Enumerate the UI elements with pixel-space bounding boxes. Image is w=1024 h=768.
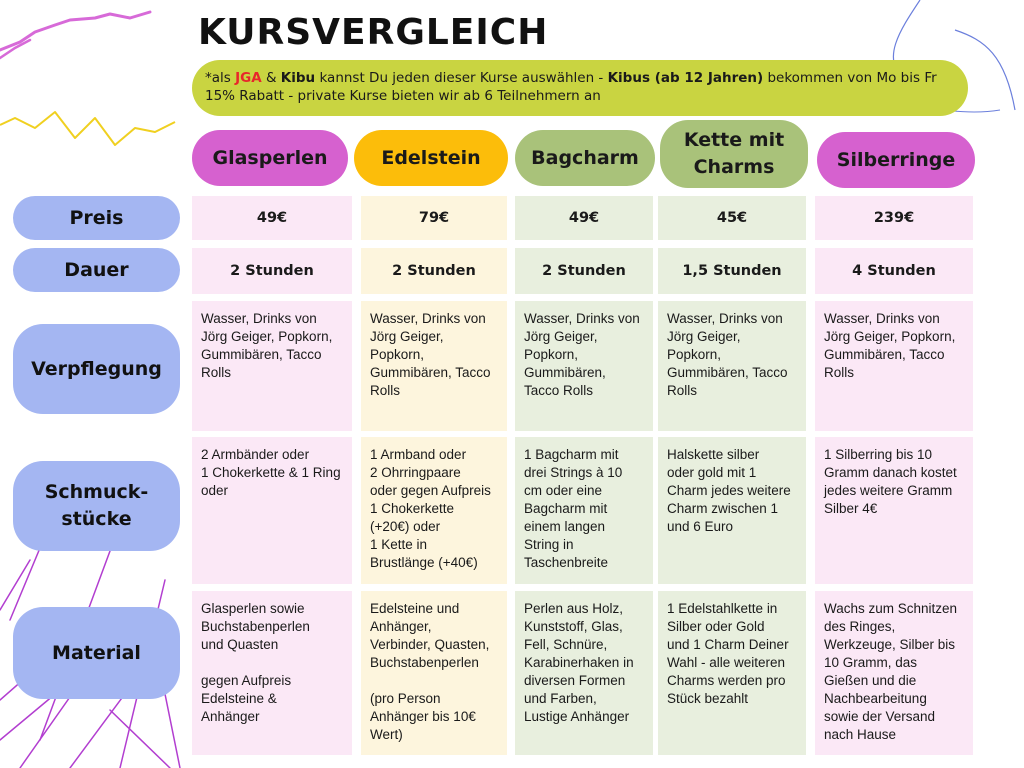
cell-dauer-bagcharm: 2 Stunden bbox=[515, 248, 653, 294]
pink-zigzag bbox=[0, 12, 150, 50]
note-kibu: Kibu bbox=[280, 70, 316, 86]
column-header-glasperlen bbox=[192, 130, 348, 186]
cell-verpflegung-glasperlen: Wasser, Drinks von Jörg Geiger, Popkorn, Gummibären, Tacco Rolls bbox=[192, 301, 352, 431]
cell-material-kette: 1 Edelstahlkette in Silber oder Gold und 1 Charm Deiner Wahl - alle weiteren Charms werden pro Stück bezahlt bbox=[658, 591, 806, 755]
note-text: & bbox=[261, 70, 281, 86]
cell-dauer-glasperlen: 2 Stunden bbox=[192, 248, 352, 294]
column-header-kette bbox=[660, 120, 808, 188]
note-text: *als bbox=[205, 70, 236, 86]
cell-verpflegung-kette: Wasser, Drinks von Jörg Geiger, Popkorn, Gummibären, Tacco Rolls bbox=[658, 301, 806, 431]
row-label: Schmuck- stücke bbox=[44, 481, 149, 530]
cell-schmuckstuecke-kette: Halskette silber oder gold mit 1 Charm jedes weitere Charm zwischen 1 und 6 Euro bbox=[658, 437, 806, 584]
column-label: Kette mit Charms bbox=[683, 129, 785, 178]
cell-preis-kette: 45€ bbox=[658, 196, 806, 240]
row-label: Material bbox=[52, 641, 141, 664]
cell-material-glasperlen: Glasperlen sowie Buchstabenperlen und Quasten gegen Aufpreis Edelsteine & Anhänger bbox=[192, 591, 352, 755]
column-header-silberringe bbox=[817, 132, 975, 188]
cell-dauer-silberringe: 4 Stunden bbox=[815, 248, 973, 294]
cell-material-silberringe: Wachs zum Schnitzen des Ringes, Werkzeuge, Silber bis 10 Gramm, das Gießen und die Nachbearbeitung sowie der Versand nach Hause bbox=[815, 591, 973, 755]
column-label: Silberringe bbox=[836, 148, 956, 171]
cell-preis-bagcharm: 49€ bbox=[515, 196, 653, 240]
cell-preis-edelstein: 79€ bbox=[361, 196, 507, 240]
cell-verpflegung-silberringe: Wasser, Drinks von Jörg Geiger, Popkorn, Gummibären, Tacco Rolls bbox=[815, 301, 973, 431]
cell-schmuckstuecke-bagcharm: 1 Bagcharm mit drei Strings à 10 cm oder eine Bagcharm mit einem langen String in Taschenbreite bbox=[515, 437, 653, 584]
cell-schmuckstuecke-edelstein: 1 Armband oder 2 Ohrringpaare oder gegen Aufpreis 1 Chokerkette (+20€) oder 1 Kette in Brustlänge (+40€) bbox=[361, 437, 507, 584]
note-text: bekommen von Mo bis Fr 15% Rabatt - private Kurse bieten wir ab 6 Teilnehmern an bbox=[205, 70, 937, 104]
note-jga: JGA bbox=[235, 70, 262, 86]
cell-dauer-edelstein: 2 Stunden bbox=[361, 248, 507, 294]
cell-verpflegung-bagcharm: Wasser, Drinks von Jörg Geiger, Popkorn, Gummibären, Tacco Rolls bbox=[515, 301, 653, 431]
column-label: Bagcharm bbox=[531, 146, 639, 169]
cell-schmuckstuecke-silberringe: 1 Silberring bis 10 Gramm danach kostet jedes weitere Gramm Silber 4€ bbox=[815, 437, 973, 584]
yellow-zigzag bbox=[0, 112, 175, 145]
cell-preis-silberringe: 239€ bbox=[815, 196, 973, 240]
note-kibus: Kibus (ab 12 Jahren) bbox=[607, 70, 764, 86]
column-header-bagcharm bbox=[515, 130, 655, 186]
cell-verpflegung-edelstein: Wasser, Drinks von Jörg Geiger, Popkorn, Gummibären, Tacco Rolls bbox=[361, 301, 507, 431]
page-title: KURSVERGLEICH bbox=[198, 12, 549, 53]
row-header-verpflegung bbox=[13, 324, 180, 414]
cell-material-edelstein: Edelsteine und Anhänger, Verbinder, Quasten, Buchstabenperlen (pro Person Anhänger bis 10€ Wert) bbox=[361, 591, 507, 755]
cell-schmuckstuecke-glasperlen: 2 Armbänder oder 1 Chokerkette & 1 Ring oder bbox=[192, 437, 352, 584]
cell-preis-glasperlen: 49€ bbox=[192, 196, 352, 240]
row-label: Dauer bbox=[64, 258, 129, 281]
row-header-preis bbox=[13, 196, 180, 240]
row-label: Preis bbox=[69, 206, 124, 229]
info-note bbox=[192, 60, 968, 116]
row-label: Verpflegung bbox=[31, 357, 162, 380]
column-label: Edelstein bbox=[381, 146, 481, 169]
column-label: Glasperlen bbox=[212, 146, 328, 169]
row-header-material bbox=[13, 607, 180, 699]
row-header-dauer bbox=[13, 248, 180, 292]
cell-material-bagcharm: Perlen aus Holz, Kunststoff, Glas, Fell, Schnüre, Karabinerhaken in diversen Formen und Farben, Lustige Anhänger bbox=[515, 591, 653, 755]
note-text: kannst Du jeden dieser Kurse auswählen - bbox=[315, 70, 608, 86]
column-header-edelstein bbox=[354, 130, 508, 186]
cell-dauer-kette: 1,5 Stunden bbox=[658, 248, 806, 294]
row-header-schmuckstuecke bbox=[13, 461, 180, 551]
